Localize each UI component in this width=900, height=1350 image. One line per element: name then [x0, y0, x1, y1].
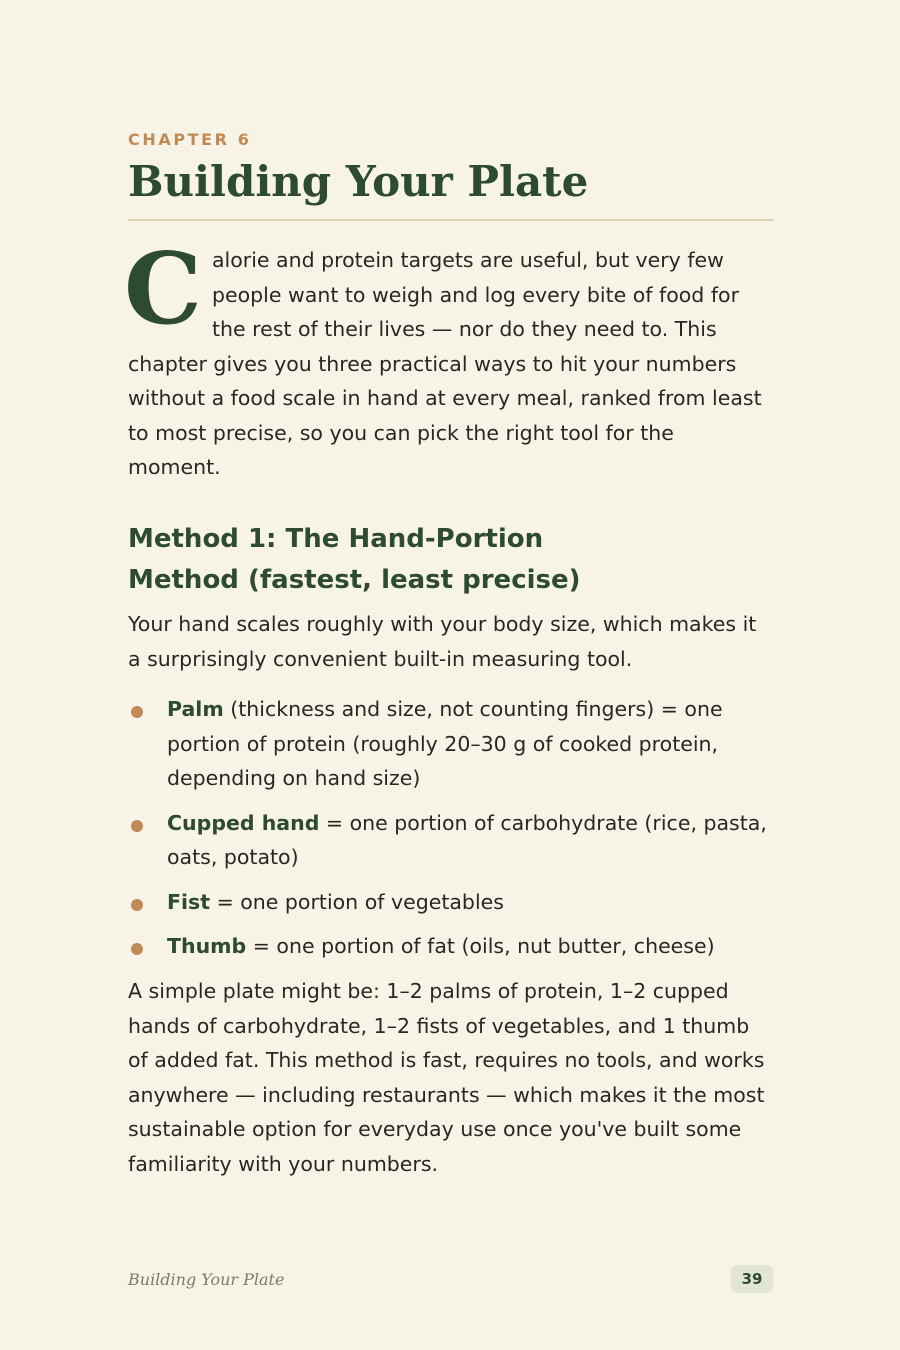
list-item-term: Palm [167, 697, 224, 721]
method-1-intro: Your hand scales roughly with your body size, which makes it a surprisingly convenient built-in measuring tool. [128, 612, 757, 671]
intro-text: alorie and protein targets are useful, but very few people want to weigh and log every bite of food for the rest of their lives — nor do they need to. This chapter gives you three practical ways to hit your numbers without a food scale in hand at every meal, ranked from least to most precise, so you can pick the right tool for the moment. [128, 248, 762, 479]
title-divider [128, 219, 773, 221]
list-item-term: Fist [167, 889, 211, 914]
page-number-badge: 39 [731, 1265, 773, 1293]
method-1-heading [128, 519, 773, 601]
running-footer-title: Building Your Plate [128, 1270, 285, 1289]
list-item-text: = one portion of fat (oils, nut butter, cheese) [246, 934, 715, 958]
bullet-dot-icon [131, 899, 143, 911]
chapter-title: Building Your Plate [128, 157, 589, 206]
bullet-dot-icon [131, 820, 143, 832]
intro-paragraph [124, 232, 773, 485]
chapter-label: CHAPTER 6 [128, 130, 252, 149]
list-item [128, 929, 773, 964]
method-1-heading-line-1: Method 1: The Hand-Portion [128, 524, 544, 554]
list-item [128, 692, 773, 796]
list-item [128, 806, 773, 875]
list-item [128, 885, 773, 920]
list-item-term: Thumb [167, 934, 247, 958]
drop-cap: C [124, 232, 202, 347]
hand-portion-list [128, 692, 773, 974]
list-item-text: (thickness and size, not counting fingers) = one portion of protein (roughly 20–30 g of cooked protein, depending on hand size) [167, 697, 723, 790]
list-item-text: = one portion of vegetables [210, 889, 504, 914]
method-1-summary: A simple plate might be: 1–2 palms of protein, 1–2 cupped hands of carbohydrate, 1–2 fists of vegetables, and 1 thumb of added fat. This method is fast, requires no tools, and works anywhere — including restaurants — which makes it the most sustainable option for everyday use once you've built some familiarity with your numbers. [128, 979, 765, 1176]
list-item-term: Cupped hand [167, 810, 320, 835]
method-1-heading-line-2: Method (fastest, least precise) [128, 565, 581, 595]
bullet-dot-icon [131, 943, 143, 955]
bullet-dot-icon [131, 706, 143, 718]
book-page [124, 0, 773, 1350]
list-item-text: = one portion of carbohydrate (rice, pasta, oats, potato) [167, 810, 767, 869]
